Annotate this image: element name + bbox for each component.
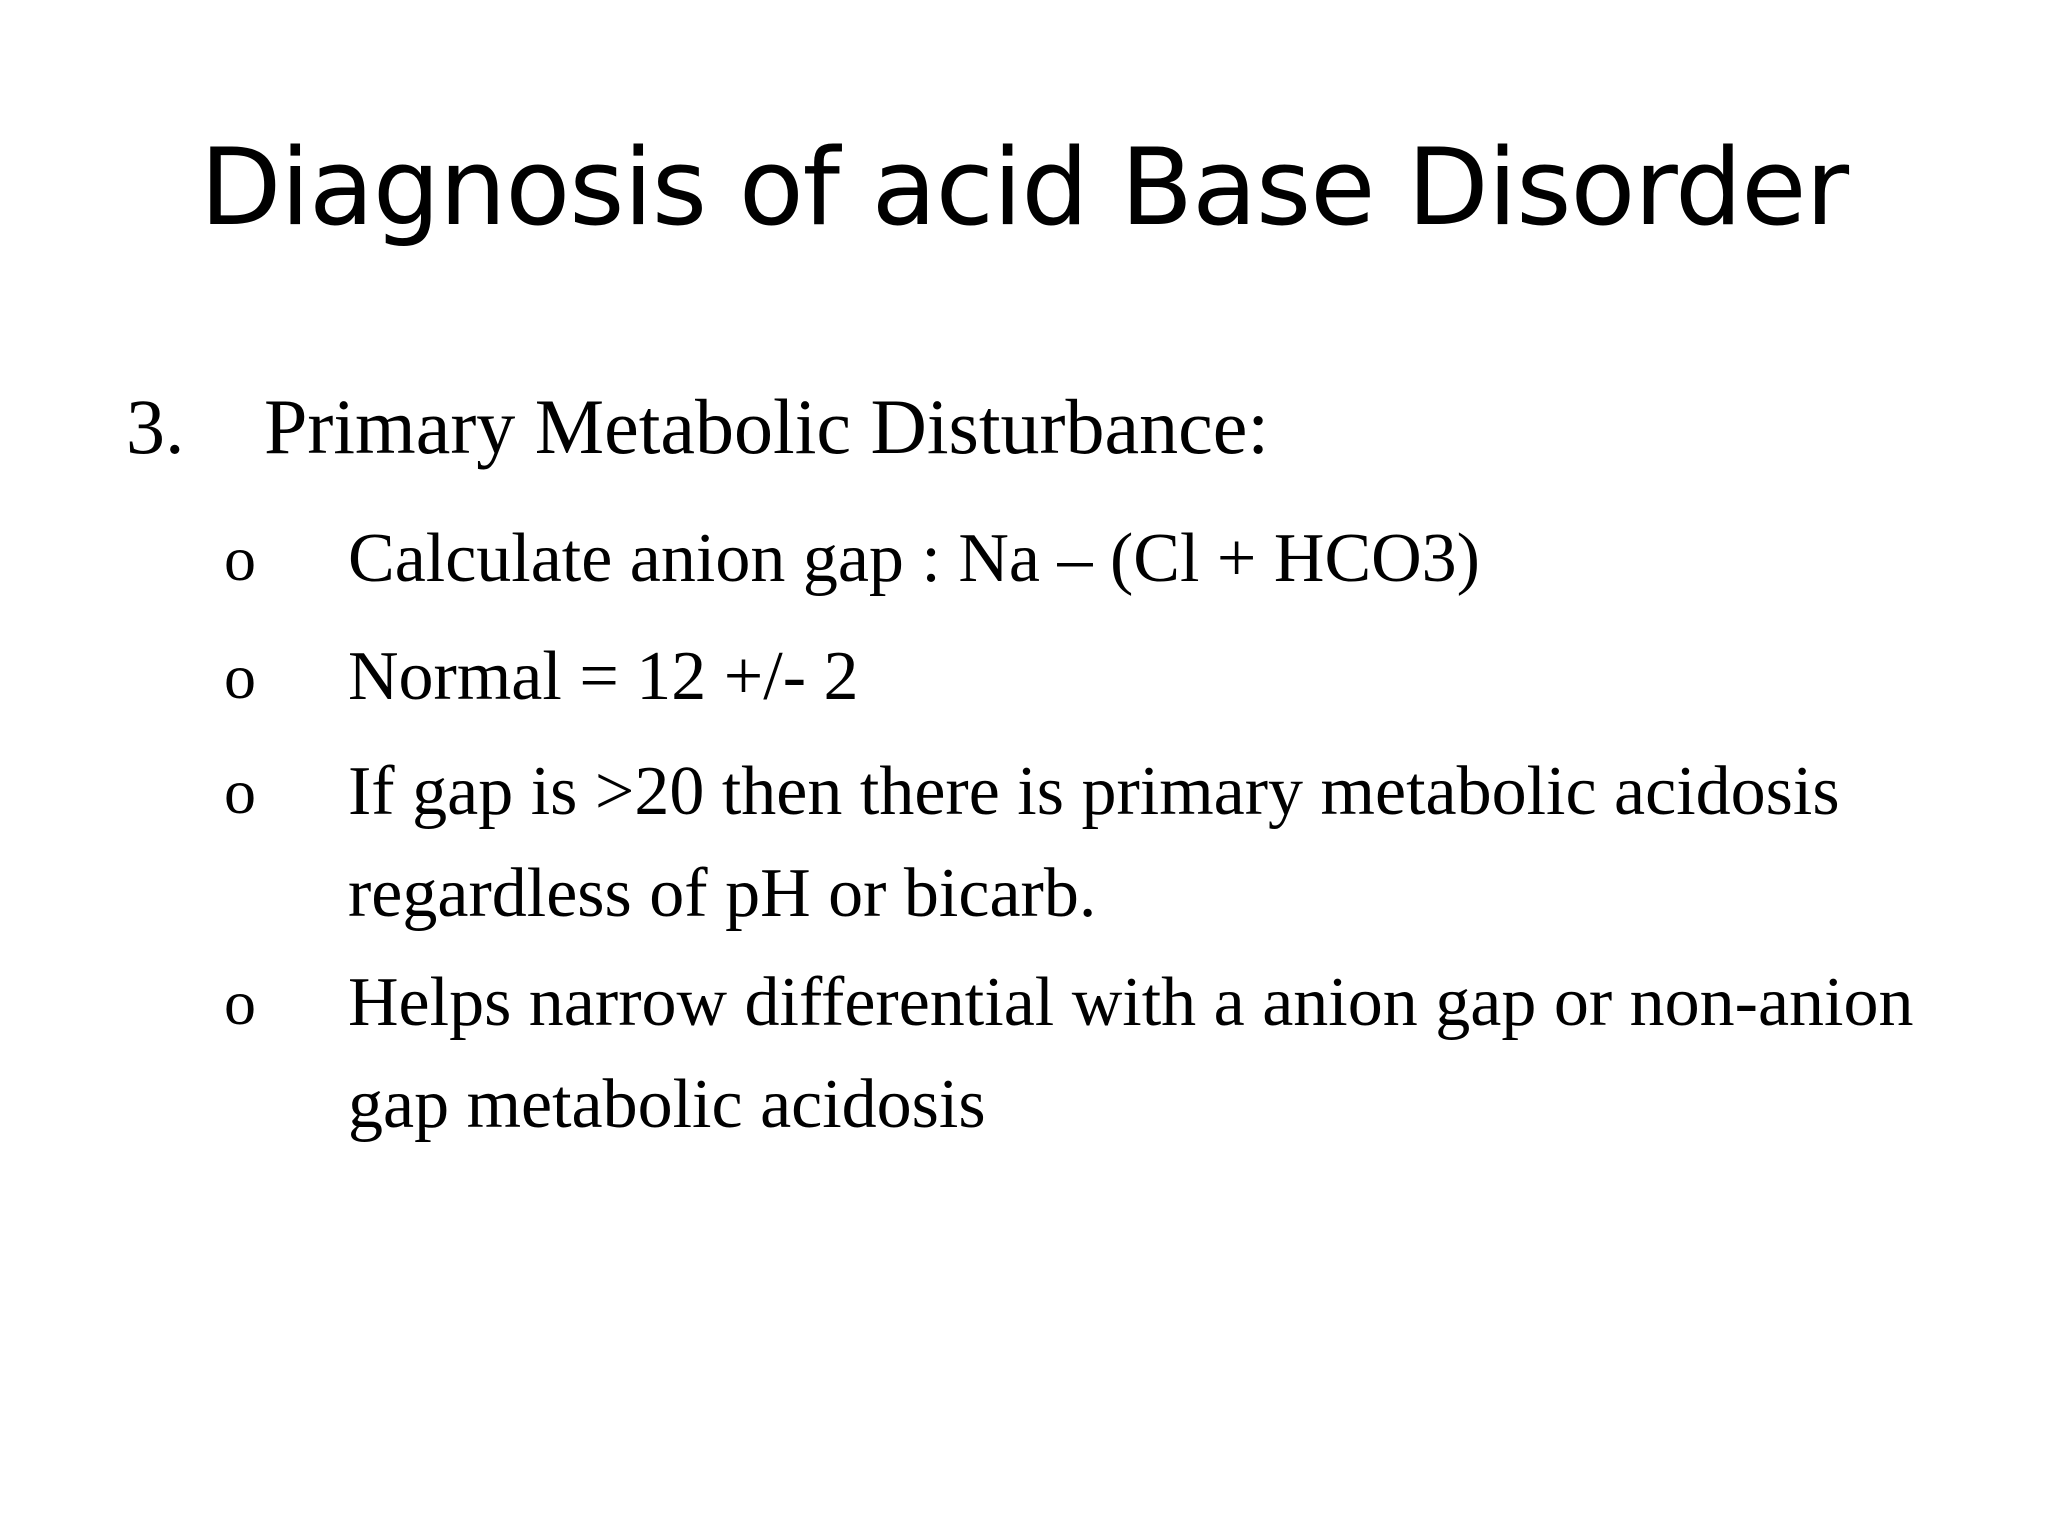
bullet-text: If gap is >20 then there is primary metabolic acidosis regardless of pH or bicarb. (348, 753, 1840, 932)
main-point-text: Primary Metabolic Disturbance: (264, 383, 1270, 470)
bullet-text: Normal = 12 +/- 2 (348, 638, 859, 715)
bullet-text: Calculate anion gap : Na – (Cl + HCO3) (348, 520, 1480, 597)
bullet-marker: o (224, 523, 256, 594)
slide-title: Diagnosis of acid Base Disorder (199, 126, 1849, 249)
main-point-number: 3. (126, 383, 185, 470)
bullet-marker: o (224, 641, 256, 712)
bullet-marker: o (224, 756, 256, 827)
bullet-marker: o (224, 967, 256, 1038)
bullet-text: Helps narrow differential with a anion gap or non-anion gap metabolic acidosis (348, 964, 1914, 1143)
